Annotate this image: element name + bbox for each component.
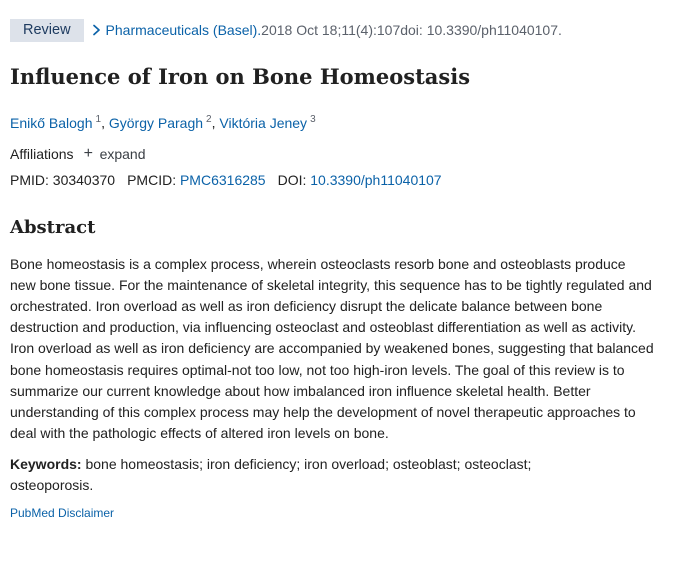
keywords-list: bone homeostasis; iron deficiency; iron overload; osteoblast; osteoclast; osteoporosis. <box>10 456 532 494</box>
author-separator: , <box>101 114 109 131</box>
author-name[interactable]: Viktória Jeney <box>219 114 308 131</box>
expand-affiliations-button[interactable] <box>84 145 146 163</box>
affiliations-label: Affiliations <box>10 145 74 162</box>
author-affiliation-number[interactable]: 3 <box>310 114 316 125</box>
article-title: Influence of Iron on Bone Homeostasis <box>10 64 471 89</box>
author-affiliation-number[interactable]: 1 <box>95 114 102 125</box>
pmcid-label: PMCID: <box>127 171 177 188</box>
author-link[interactable] <box>219 115 315 131</box>
author-name[interactable]: Enikő Balogh <box>10 114 93 131</box>
plus-icon[interactable]: + <box>83 144 93 162</box>
journal-link[interactable]: Pharmaceuticals (Basel). <box>105 22 262 38</box>
citation-details: 2018 Oct 18;11(4):107doi: 10.3390/ph11040107. <box>261 22 562 38</box>
author-separator: , <box>211 114 220 131</box>
keywords <box>10 454 610 496</box>
author-list <box>10 111 670 132</box>
doi-label: DOI: <box>277 171 307 188</box>
affiliations-row <box>10 145 670 163</box>
pmid-label: PMID: <box>10 171 49 188</box>
pmcid-link[interactable]: PMC6316285 <box>179 171 266 188</box>
abstract-text: Bone homeostasis is a complex process, wherein osteoclasts resorb bone and osteoblasts produce new bone tissue. For the maintenance of skeletal integrity, this sequence has to be tightly regulated and orchestrated. Iron overload as well as iron deficiency disrupt the delicate balance between bone destruction and production, via influencing osteoclast and osteoblast differentiation as well as activity. Iron overload as well as iron deficiency are accompanied by weakened bones, suggesting that balanced bone homeostasis requires optimal-not too low, not too high-iron levels. The goal of this review is to summarize our current knowledge about how imbalanced iron influence skeletal health. Better understanding of this complex process may help the development of novel therapeutic approaches to deal with the pathologic effects of altered iron levels on bone. <box>10 255 654 442</box>
doi-link[interactable]: 10.3390/ph11040107 <box>310 171 442 188</box>
expand-label[interactable]: expand <box>99 145 146 162</box>
author-link[interactable] <box>109 115 212 131</box>
citation-row <box>10 18 670 42</box>
abstract-heading: Abstract <box>10 216 96 238</box>
identifiers-row <box>10 171 670 189</box>
author-name[interactable]: György Paragh <box>108 114 204 131</box>
pubmed-disclaimer-link[interactable]: PubMed Disclaimer <box>10 506 115 521</box>
publication-type-badge[interactable]: Review <box>10 19 84 42</box>
keywords-label: Keywords: <box>10 456 82 473</box>
article-page <box>10 18 670 521</box>
pmid-value: 30340370 <box>52 171 116 188</box>
author-affiliation-number[interactable]: 2 <box>206 114 212 125</box>
author-link[interactable] <box>10 115 101 131</box>
chevron-right-icon[interactable] <box>92 24 101 36</box>
